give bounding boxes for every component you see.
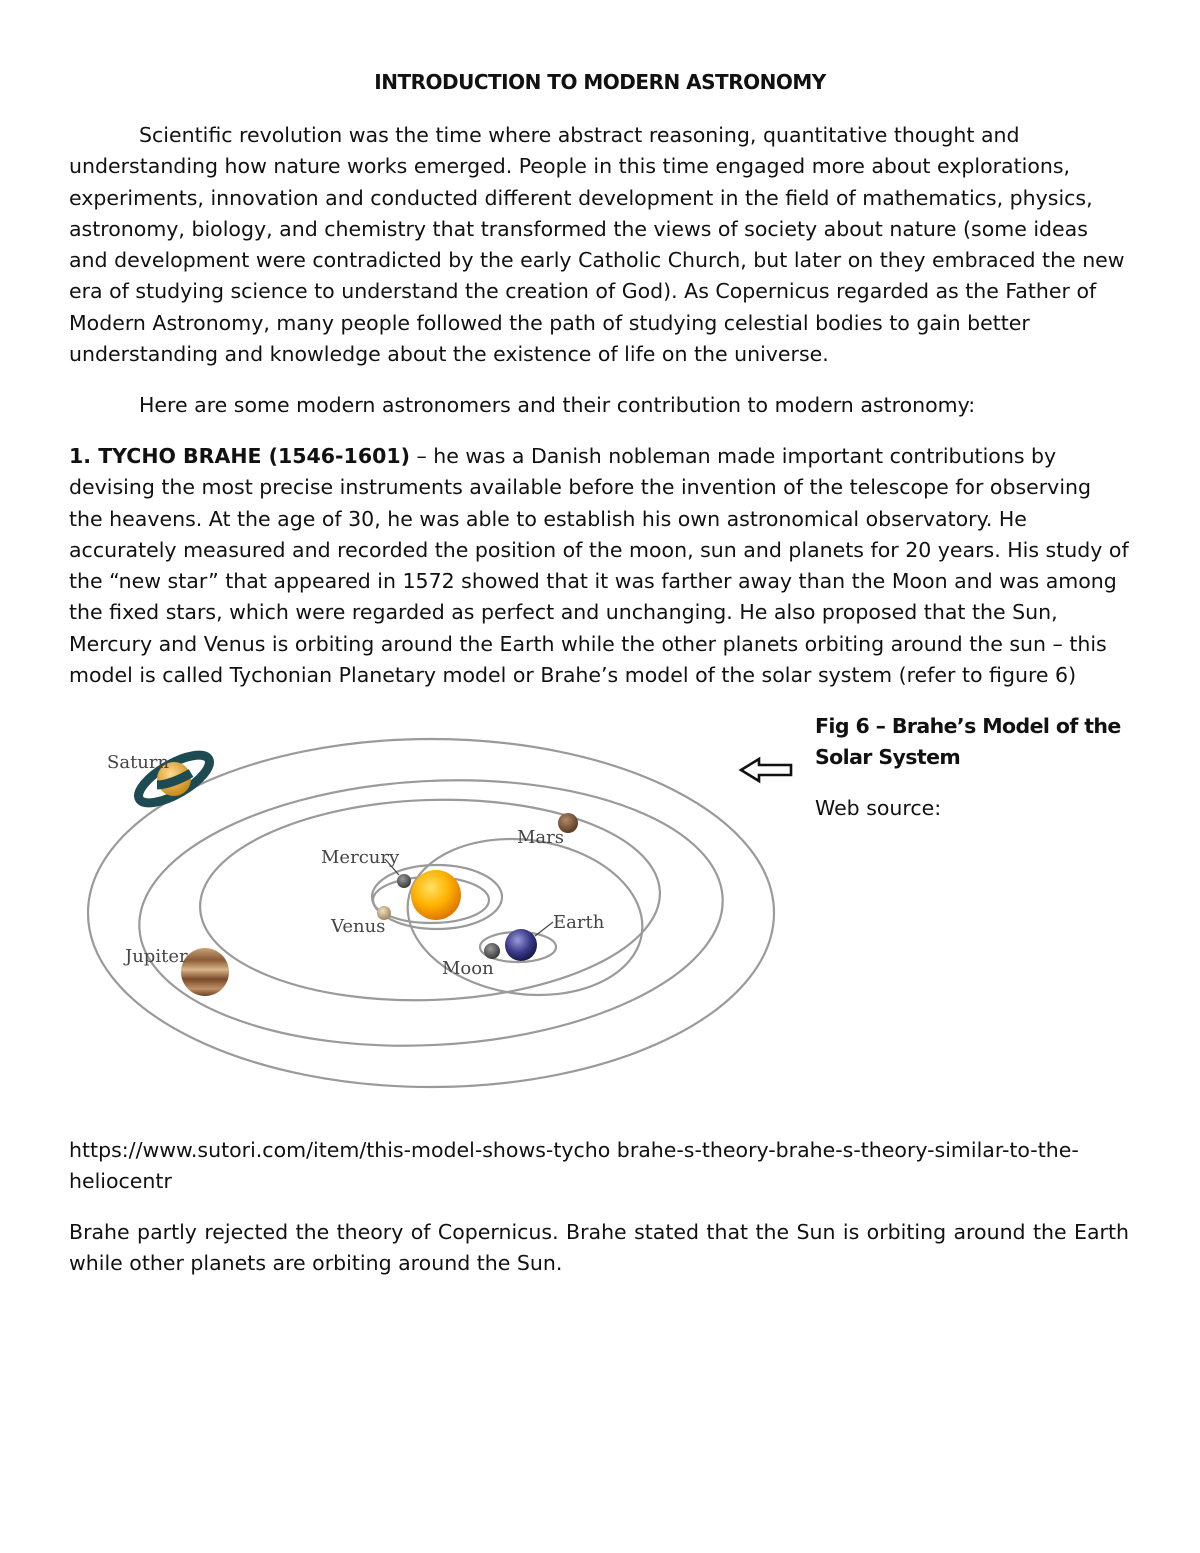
brahe-model-diagram [85, 725, 785, 1105]
earth-planet [505, 929, 537, 961]
page-title: INTRODUCTION TO MODERN ASTRONOMY [374, 70, 826, 94]
left-arrow-icon [737, 755, 795, 785]
label-mercury: Mercury [321, 847, 400, 868]
sun [411, 870, 461, 920]
astronomers-intro-paragraph: Here are some modern astronomers and their contribution to modern astronomy: [139, 393, 976, 417]
label-jupiter: Jupiter [125, 946, 188, 967]
tycho-brahe-body: – he was a Danish nobleman made important contributions by devising the most precise instruments available before the invention of the telescope for observing the heavens. At the age of 30, he was able to establish his own astronomical observatory. He accurately measured and recorded the position of the moon, sun and planets for 20 years. His study of the “new star” that appeared in 1572 showed that it was farther away than the Moon and was among the fixed stars, which were regarded as perfect and unchanging. He also proposed that the Sun, Mercury and Venus is orbiting around the Earth while the other planets orbiting around the sun – this model is called Tychonian Planetary model or Brahe’s model of the solar system (refer to figure 6) [69, 444, 1129, 688]
mercury-planet [397, 874, 411, 888]
web-source-label: Web source: [815, 796, 942, 820]
tycho-brahe-section [69, 441, 1129, 691]
conclusion-paragraph: Brahe partly rejected the theory of Copernicus. Brahe stated that the Sun is orbiting around the Earth while other planets are orbiting around the Sun. [69, 1220, 1129, 1276]
label-earth: Earth [553, 912, 605, 933]
label-saturn: Saturn [107, 752, 170, 773]
source-url: https://www.sutori.com/item/this-model-shows-tycho brahe-s-theory-brahe-s-theory-similar-to-the-heliocentr [69, 1138, 1079, 1194]
label-mars: Mars [517, 827, 565, 848]
intro-paragraph: Scientific revolution was the time where abstract reasoning, quantitative thought and understanding how nature works emerged. People in this time engaged more about explorations, experiments, innovation and conducted different development in the field of mathematics, physics, astronomy, biology, and chemistry that transformed the views of society about nature (some ideas and development were contradicted by the early Catholic Church, but later on they embraced the new era of studying science to understand the creation of God). As Copernicus regarded as the Father of Modern Astronomy, many people followed the path of studying celestial bodies to gain better understanding and knowledge about the existence of life on the universe. [69, 123, 1125, 367]
label-moon: Moon [442, 958, 494, 979]
jupiter-planet [181, 948, 229, 996]
moon [484, 943, 500, 959]
tycho-brahe-heading: 1. TYCHO BRAHE (1546-1601) [69, 444, 410, 468]
figure-caption: Fig 6 – Brahe’s Model of the Solar System [815, 714, 1121, 770]
label-venus: Venus [331, 916, 386, 937]
